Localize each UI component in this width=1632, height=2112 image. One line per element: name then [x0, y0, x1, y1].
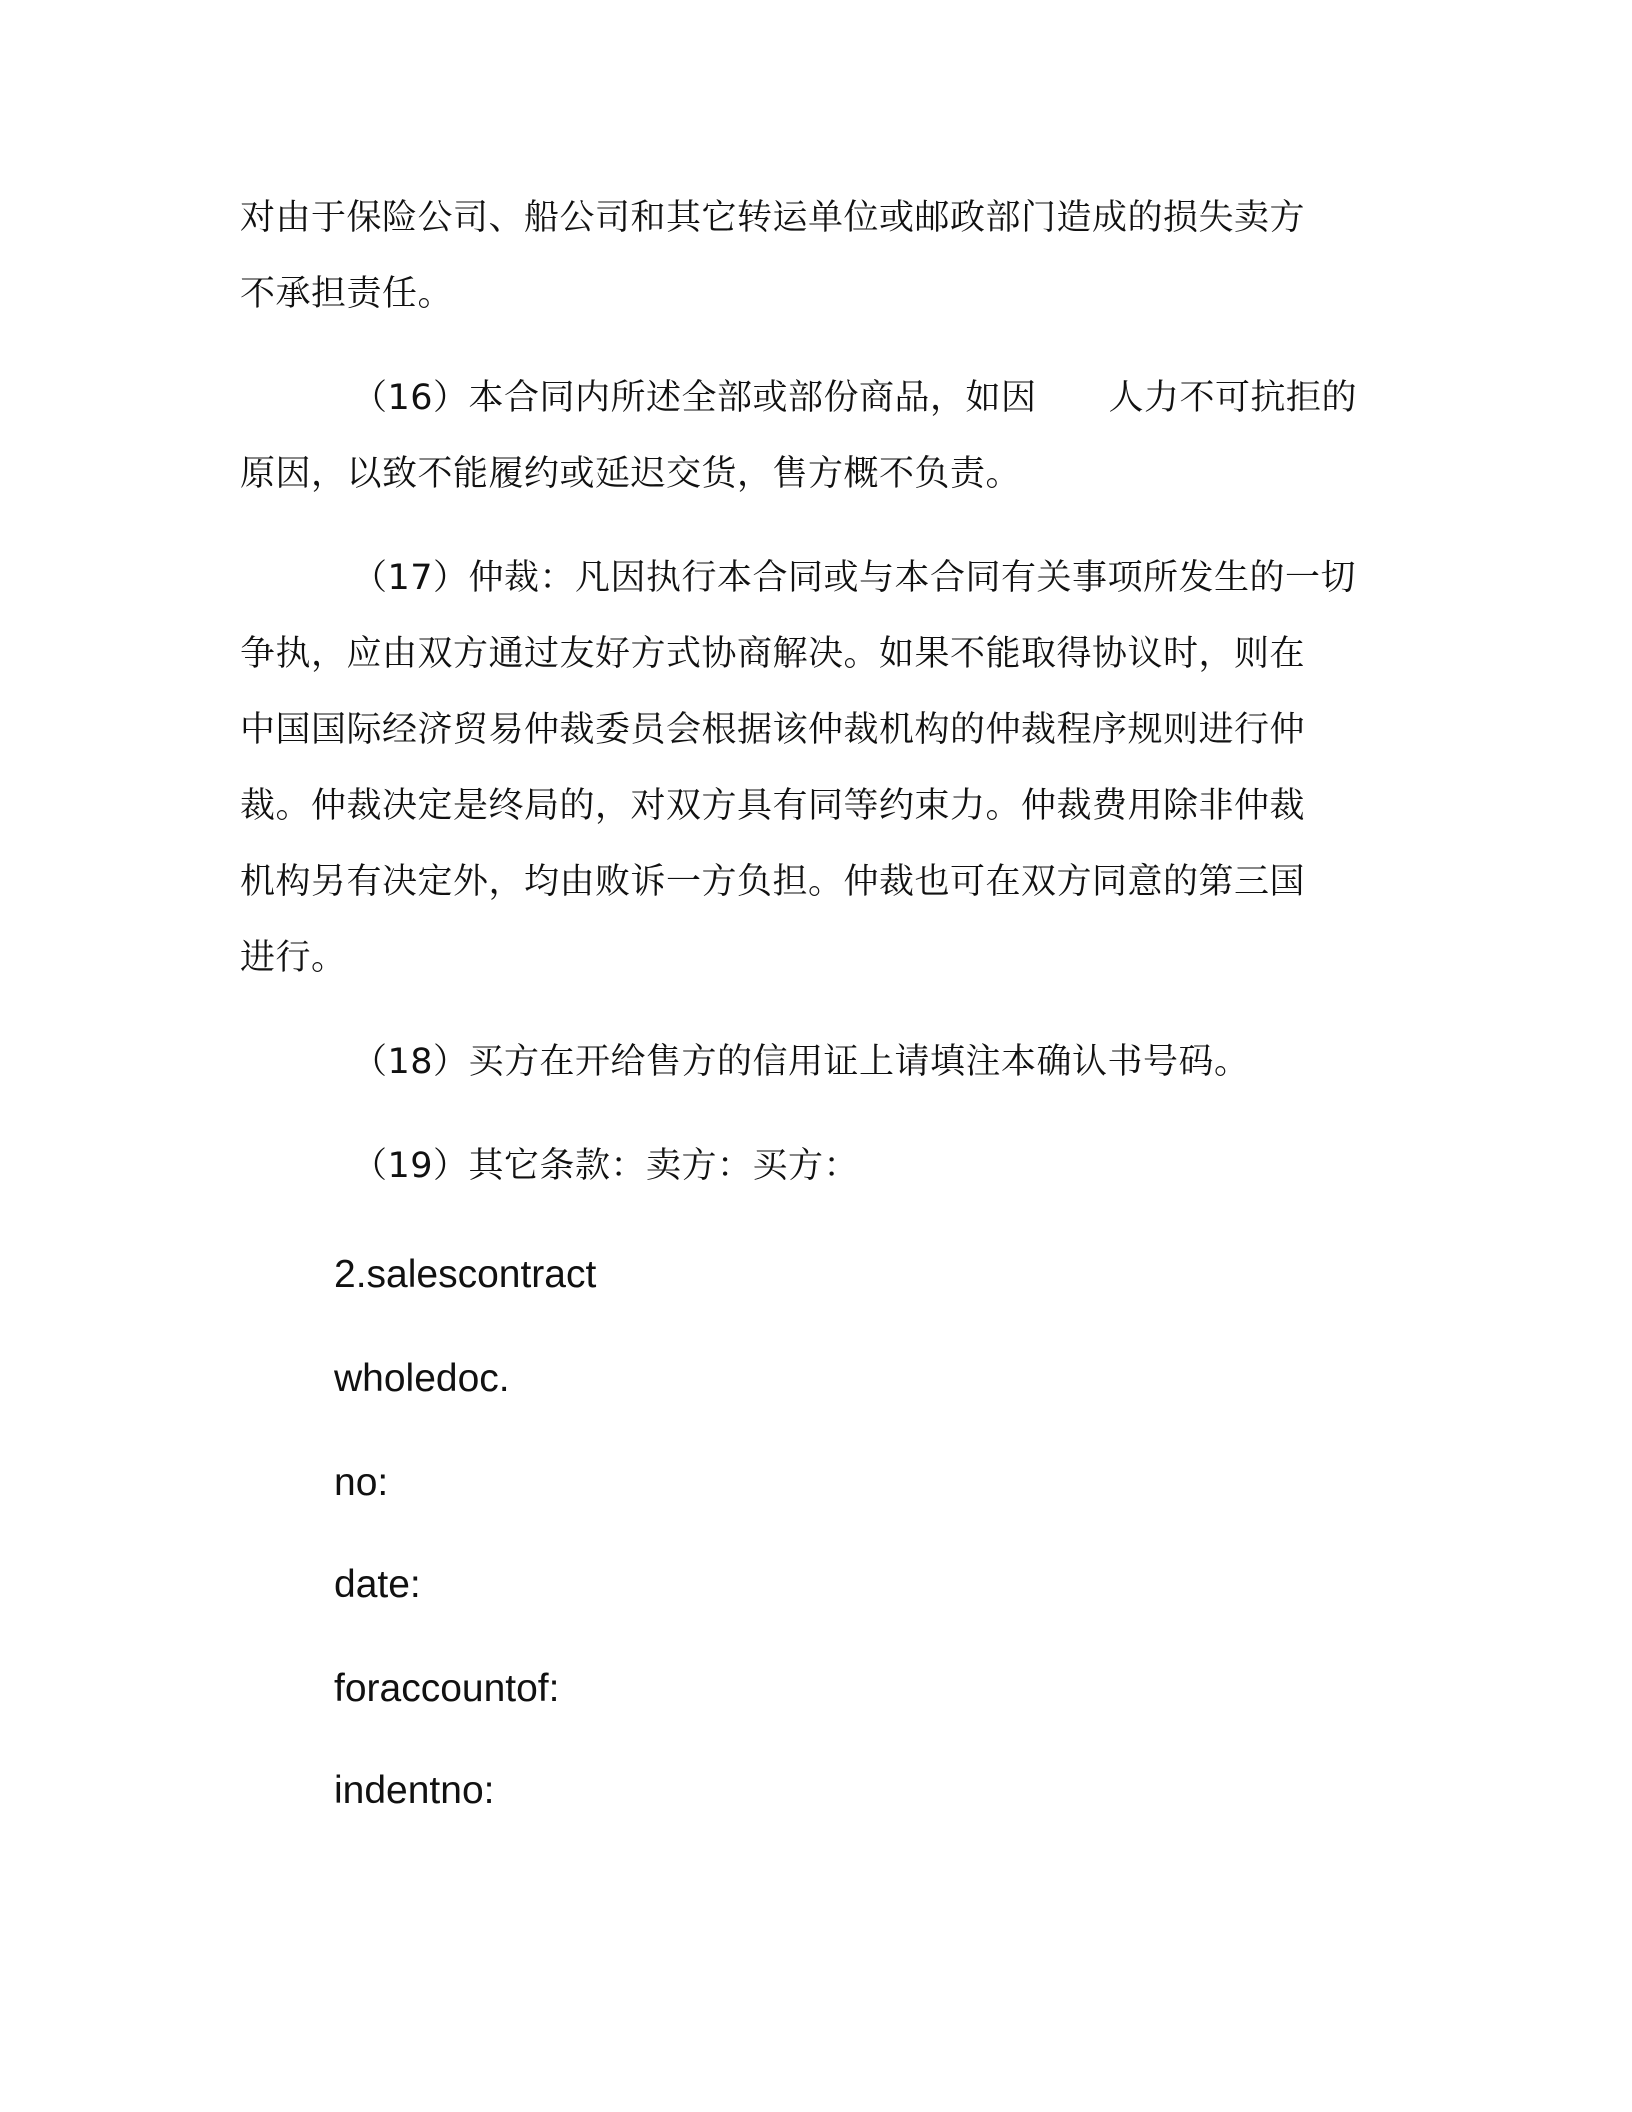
clause-16-line-1-part-a: （16）本合同内所述全部或部份商品，如因 [352, 378, 1037, 418]
clause-16-line-1-part-b: 人力不可抗拒的 [1108, 378, 1358, 418]
for-account-of-label: foraccountof: [334, 1667, 560, 1710]
indent-no-label: indentno: [334, 1769, 495, 1812]
clause-15-line-1: 对由于保险公司、船公司和其它转运单位或邮政部门造成的损失卖方 [240, 198, 1306, 238]
clause-17-line-3: 中国国际经济贸易仲裁委员会根据该仲裁机构的仲裁程序规则进行仲 [240, 710, 1306, 750]
wholedoc-label: wholedoc. [334, 1357, 510, 1400]
clause-17-line-6: 进行。 [240, 938, 347, 978]
clause-17-line-5: 机构另有决定外，均由败诉一方负担。仲裁也可在双方同意的第三国 [240, 862, 1306, 902]
clause-19-line-1: （19）其它条款：卖方：买方： [352, 1146, 860, 1186]
clause-17-line-4: 裁。仲裁决定是终局的，对双方具有同等约束力。仲裁费用除非仲裁 [240, 786, 1306, 826]
clause-17-line-1: （17）仲裁：凡因执行本合同或与本合同有关事项所发生的一切 [352, 558, 1357, 598]
clause-15-line-2: 不承担责任。 [240, 274, 454, 314]
clause-18-line-1: （18）买方在开给售方的信用证上请填注本确认书号码。 [352, 1042, 1250, 1082]
no-label: no: [334, 1461, 389, 1504]
clause-17-line-2: 争执，应由双方通过友好方式协商解决。如果不能取得协议时，则在 [240, 634, 1306, 674]
sales-contract-title: 2.salescontract [334, 1253, 597, 1296]
date-label: date: [334, 1563, 421, 1606]
clause-16-line-2: 原因，以致不能履约或延迟交货，售方概不负责。 [240, 454, 1022, 494]
clause-16-line-1 [352, 376, 1357, 420]
